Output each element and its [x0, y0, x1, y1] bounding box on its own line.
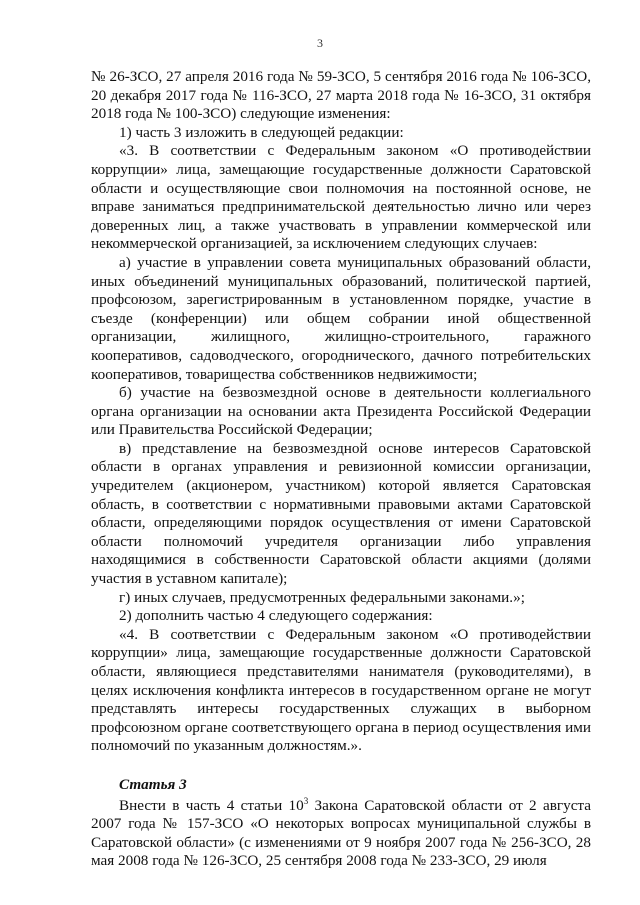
paragraph-subitem-g: г) иных случаев, предусмотренных федеральными законами.»; — [119, 588, 525, 606]
paragraph-part-4: «4. В соответствии с Федеральным законом «О противодействии коррупции» лица, замещающие государственные должности Саратовской области, являющиеся представителями нанимателя (руководителями), в целях исключения конфликта интересов в государственном органе не могут представлять интересы государственных служащих в выборном профсоюзном органе соответствующего органа в период осуществления ими полномочий по указанным должностям.». — [91, 625, 591, 755]
paragraph-subitem-a: а) участие в управлении совета муниципальных образований области, иных объединений муниципальных образований, политической партией, профсоюзом, зарегистрированным в установленном порядке, участие в съезде (конференции) или общем собрании иной общественной организации, жилищного, жилищно-строительного, гаражного кооперативов, садоводческого, огороднического, дачного потребительских кооперативов, товарищества собственников недвижимости; — [91, 253, 591, 383]
article-heading: Статья 3 — [119, 775, 187, 793]
article-superscript: 3 — [303, 795, 309, 806]
paragraph-continuation: № 26-ЗСО, 27 апреля 2016 года № 59-ЗСО, 5 сентября 2016 года № 106-ЗСО, 20 декабря 2017 года № 116-ЗСО, 27 марта 2018 года № 16-ЗСО, 31 октября 2018 года № 100-ЗСО) следующие изменения: — [91, 68, 591, 123]
paragraph-part-3: «3. В соответствии с Федеральным законом «О противодействии коррупции» лица, замещающие государственные должности Саратовской области и осуществляющие свои полномочия на постоянной основе, не вправе заниматься предпринимательской деятельностью лично или через доверенных лиц, а также участвовать в управлении коммерческой или некоммерческой организацией, за исключением следующих случаев: — [91, 142, 591, 253]
paragraph-item-1: 1) часть 3 изложить в следующей редакции: — [119, 123, 404, 141]
article-paragraph — [91, 797, 591, 871]
article-text-end: Закона Саратовской области от 2 августа 2007 года № 157-ЗСО «О некоторых вопросах муниципальной службы в Саратовской области» (с изменениями от 9 ноября 2007 года № 256-ЗСО, 28 мая 2008 года № 126-ЗСО, 25 сентября 2008 года № 233-ЗСО, 29 июля — [91, 796, 591, 870]
article-text-start: Внести в часть 4 статьи 10 — [119, 796, 304, 814]
paragraph-subitem-b: б) участие на безвозмездной основе в деятельности коллегиального органа организации на основании акта Президента Российской Федерации или Правительства Российской Федерации; — [91, 384, 591, 439]
paragraph-subitem-v: в) представление на безвозмездной основе интересов Саратовской области в органах управления и ревизионной комиссии организации, учредителем (акционером, участником) которой является Саратовская область, в соответствии с нормативными правовыми актами Саратовской области, определяющими порядок осуществления от имени Саратовской области полномочий учредителя организации либо управления находящимися в собственности Саратовской области акциями (долями участия в уставном капитале); — [91, 439, 591, 588]
page-number: 3 — [317, 36, 323, 50]
paragraph-item-2: 2) дополнить частью 4 следующего содержания: — [119, 607, 433, 625]
document-body — [91, 68, 591, 871]
